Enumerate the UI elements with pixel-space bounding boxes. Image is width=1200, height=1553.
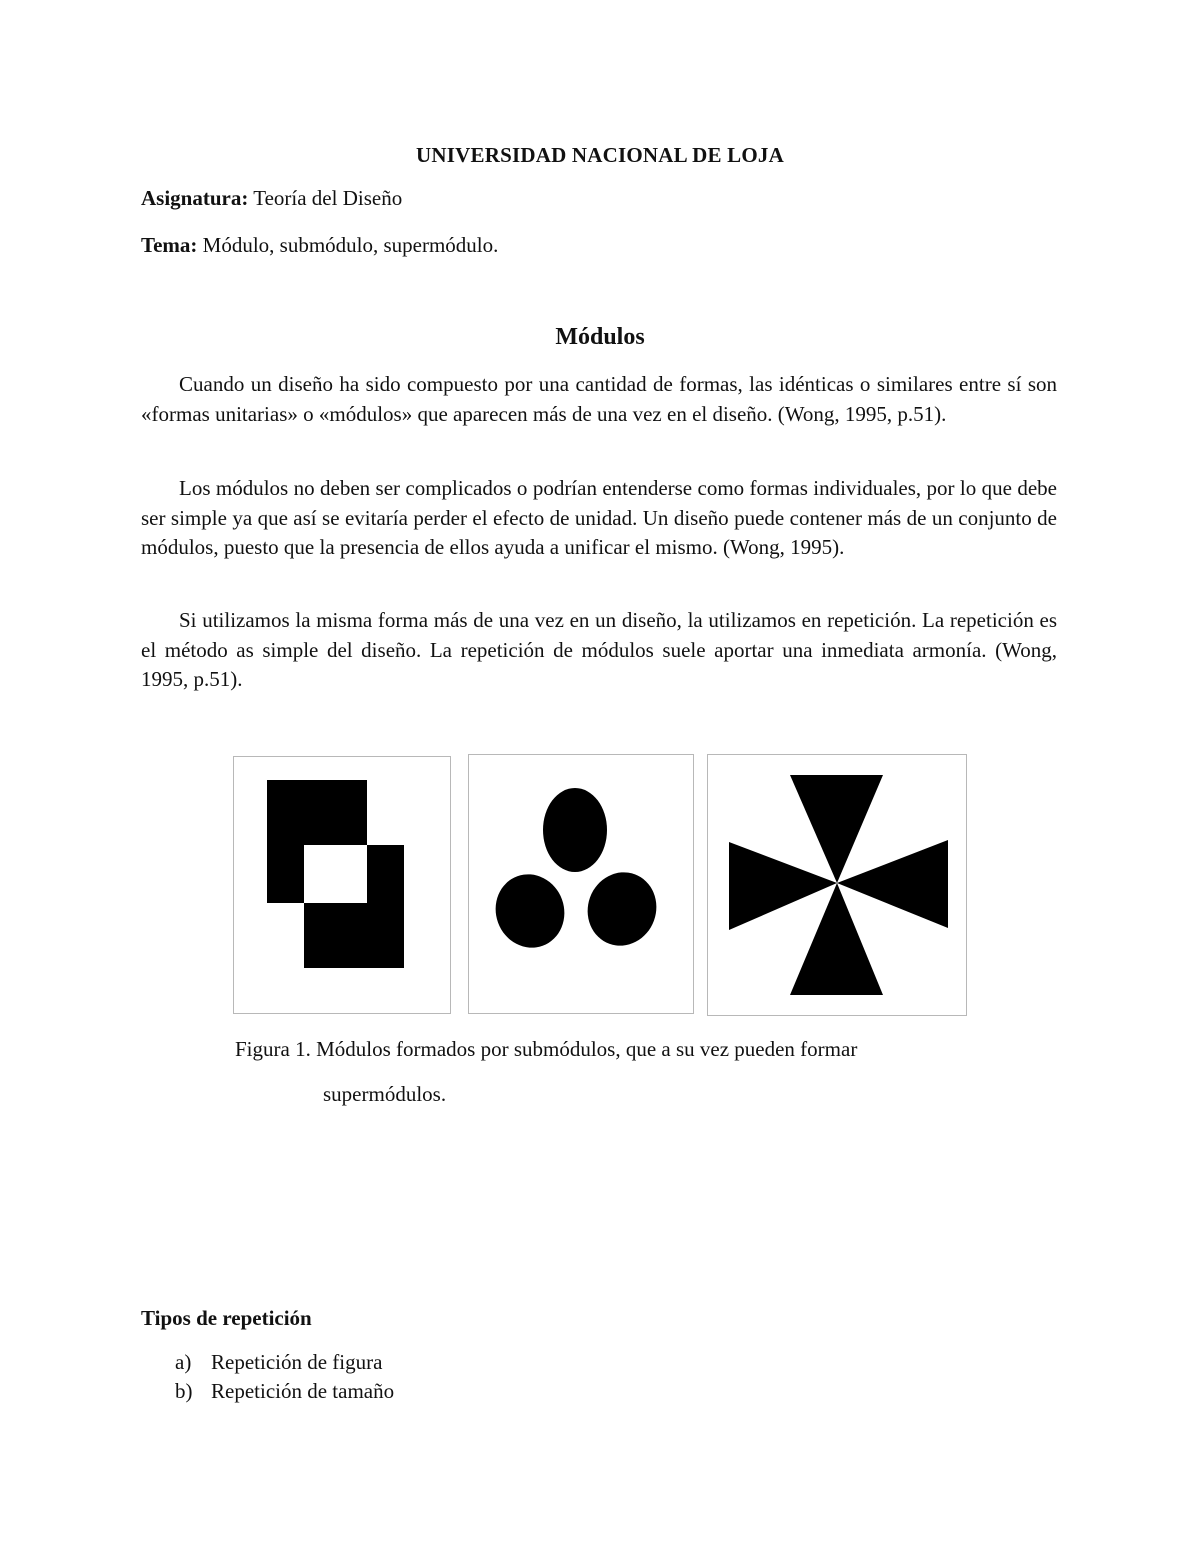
types-heading: Tipos de repetición xyxy=(141,1306,312,1330)
subject-line xyxy=(141,186,402,211)
topic-value: Módulo, submódulo, supermódulo. xyxy=(202,233,499,257)
figure-panel-ovals xyxy=(468,754,694,1014)
figure-caption-line1: Figura 1. Módulos formados por submódulos, que a su vez pueden formar xyxy=(235,1037,858,1061)
three-ovals-image xyxy=(469,755,693,1013)
paragraph-2 xyxy=(141,474,1057,563)
subject-label: Asignatura: xyxy=(141,186,249,210)
list-item-label: b) xyxy=(175,1379,193,1403)
figure-panel-triangles xyxy=(707,754,967,1016)
list-item xyxy=(175,1379,394,1404)
university-title: UNIVERSIDAD NACIONAL DE LOJA xyxy=(416,143,784,167)
subject-value: Teoría del Diseño xyxy=(253,186,403,210)
paragraph-2-text: Los módulos no deben ser complicados o podrían entenderse como formas individuales, por lo que debe ser simple ya que así se evitaría perder el efecto de unidad. Un diseño puede contener más de un conjunto de módulos, puesto que la presencia de ellos ayuda a unificar el mismo. (Wong, 1995). xyxy=(141,476,1057,559)
section-heading: Módulos xyxy=(555,324,645,350)
paragraph-1-text: Cuando un diseño ha sido compuesto por una cantidad de formas, las idénticas o similares entre sí son «formas unitarias» o «módulos» que aparecen más de una vez en el diseño. (Wong, 1995, p.51). xyxy=(141,372,1057,426)
topic-line xyxy=(141,233,498,258)
paragraph-3-text: Si utilizamos la misma forma más de una vez en un diseño, la utilizamos en repetición. La repetición es el método as simple del diseño. La repetición de módulos suele aportar una inmediata armonía. (Wong, 1995, p.51). xyxy=(141,608,1057,691)
paragraph-3 xyxy=(141,606,1057,695)
list-item-text: Repetición de figura xyxy=(211,1350,383,1374)
list-item-text: Repetición de tamaño xyxy=(211,1379,395,1403)
list-item-label: a) xyxy=(175,1350,192,1374)
list-item xyxy=(175,1350,382,1375)
figure-caption-line2: supermódulos. xyxy=(323,1082,447,1106)
paragraph-1 xyxy=(141,370,1057,429)
four-triangles-image xyxy=(708,755,966,1015)
topic-label: Tema: xyxy=(141,233,198,257)
figure-panel-squares xyxy=(233,756,451,1014)
overlapping-squares-image xyxy=(234,757,450,1013)
